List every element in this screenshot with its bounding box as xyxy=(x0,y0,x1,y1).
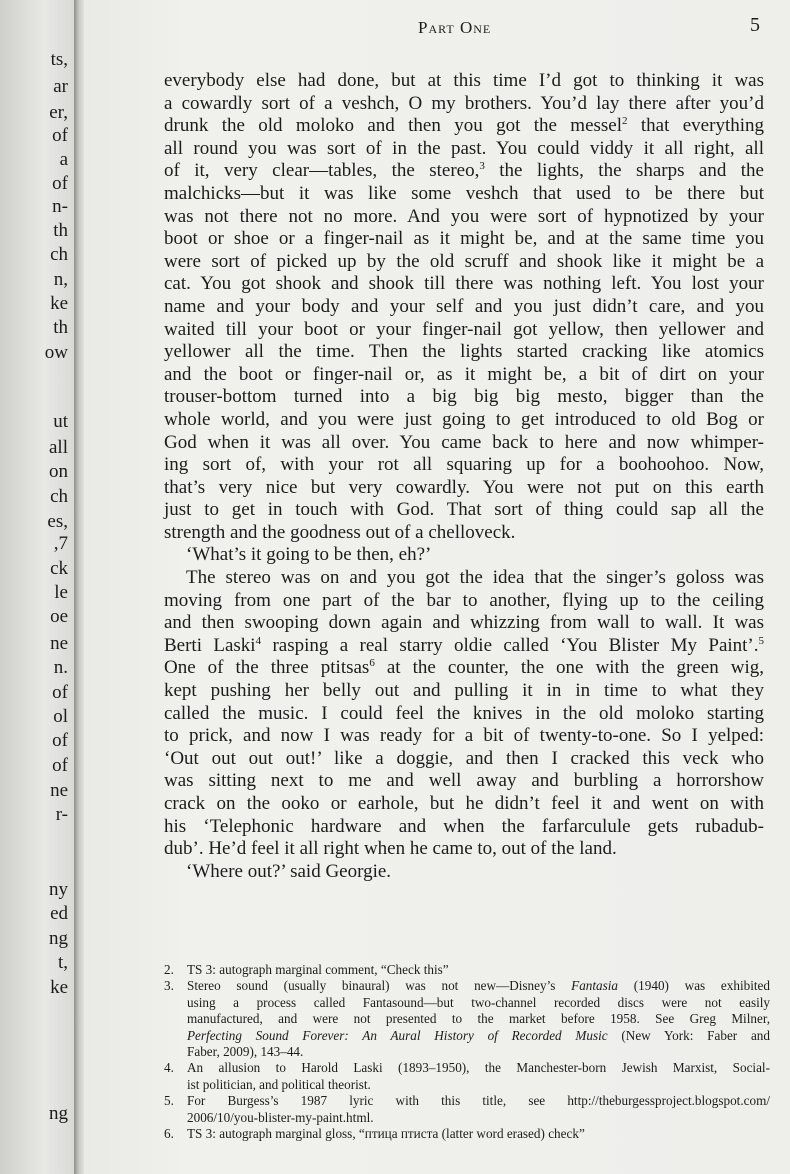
text-line: strength and the goodness out of a chelloveck. xyxy=(164,521,516,543)
text-segment: that everything xyxy=(640,115,764,137)
text-line: boot or shoe or a finger-nail as it might be, and at the same time you xyxy=(164,228,764,250)
facing-page-fragment: ne xyxy=(50,780,68,801)
footnote-number: 4. xyxy=(164,1060,174,1076)
page-number: 5 xyxy=(750,14,760,36)
facing-page-fragment: of xyxy=(52,682,68,703)
facing-page-fragment: ch xyxy=(50,244,68,265)
footnote-line: For Burgess’s 1987 lyric with this title, see http://theburgessproject.blogspot.com/ xyxy=(187,1093,770,1109)
footnote-line xyxy=(187,1028,770,1044)
text-line: that’s very nice but very cowardly. You were not put on this earth xyxy=(164,476,764,498)
text-line: name and your body and your self and you just didn’t care, and you xyxy=(164,295,764,317)
footnote-text: TS 3: autograph marginal gloss, “птица птиста (latter word erased) check” xyxy=(187,1126,585,1142)
text-line: was not there not no more. And you were sort of hypnotized by your xyxy=(164,205,764,227)
text-line xyxy=(164,160,764,183)
facing-page-fragment: ol xyxy=(53,706,68,727)
text-line: malchicks—but it was like some veshch that used to be there but xyxy=(164,182,764,204)
text-line: a cowardly sort of a veshch, O my brothers. You’d lay there after you’d xyxy=(164,92,764,114)
book-title: Perfecting Sound Forever: An Aural History of Recorded Music xyxy=(187,1027,608,1043)
footnote-text: TS 3: autograph marginal comment, “Check this” xyxy=(187,962,449,977)
footnote-line: An allusion to Harold Laski (1893–1950), the Manchester-born Jewish Marxist, Social- xyxy=(187,1060,770,1076)
book-gutter xyxy=(74,0,84,1174)
footnote-4 xyxy=(164,1060,770,1093)
text-segment: the lights, the sharps and the xyxy=(499,160,764,182)
dialogue-line: ‘Where out?’ said Georgie. xyxy=(186,860,392,882)
footnote-ref-5[interactable]: 5 xyxy=(758,634,765,647)
facing-page-fragment: th xyxy=(53,317,68,338)
facing-page-fragment: ke xyxy=(50,977,68,998)
facing-page-fragment: es, xyxy=(47,511,68,532)
facing-page-fragment: ed xyxy=(50,903,68,924)
facing-page-fragment: ar xyxy=(53,76,68,97)
text-line: to prick, and now I was ready for a bit of twenty-to-one. So I yelped: xyxy=(164,725,764,747)
facing-page-fragment: ut xyxy=(53,411,68,432)
body-text xyxy=(164,70,764,883)
facing-page-fragment: ts, xyxy=(50,49,68,70)
facing-page-fragment: all xyxy=(49,437,68,458)
footnote-line: ist politician, and political theorist. xyxy=(187,1076,371,1092)
text-line: moving from one part of the bar to another, flying up to the ceiling xyxy=(164,589,764,611)
text-line: all round you was sort of in the past. You could viddy it all right, all xyxy=(164,137,764,159)
paragraph-1 xyxy=(164,70,764,544)
facing-page-fragment: ng xyxy=(49,1103,68,1124)
text-segment: (1940) was exhibited xyxy=(618,978,770,994)
paragraph-4 xyxy=(164,861,764,884)
text-segment: (New York: Faber and xyxy=(607,1027,770,1043)
text-segment: One of the three ptitsas xyxy=(164,657,370,679)
text-line: The stereo was on and you got the idea that the singer’s goloss was xyxy=(186,567,764,589)
facing-page-fragment: of xyxy=(52,173,68,194)
part-title: Part One xyxy=(418,18,492,37)
text-line: and then swooping down again and whizzing from wall to wall. It was xyxy=(164,612,764,634)
footnote-2 xyxy=(164,962,770,978)
facing-page-fragment: r- xyxy=(55,804,68,825)
text-line xyxy=(164,115,764,138)
text-line: yellower all the time. Then the lights started cracking like atomics xyxy=(164,341,764,363)
facing-page-edge xyxy=(0,0,74,1174)
text-line: everybody else had done, but at this time I’d got to thinking it was xyxy=(164,70,764,91)
facing-page-fragment: ck xyxy=(50,558,68,579)
facing-page-fragment: ng xyxy=(49,928,68,949)
text-segment: Stereo sound (usually binaural) was not new—Disney’s xyxy=(187,978,572,994)
footnote-line: 2006/10/you-blister-my-paint.html. xyxy=(187,1109,374,1125)
footnote-line: Faber, 2009), 143–44. xyxy=(187,1044,304,1060)
facing-page-fragment: of xyxy=(52,730,68,751)
footnote-ref-4[interactable]: 4 xyxy=(255,634,262,647)
facing-page-fragment: t, xyxy=(57,952,68,973)
footnote-line xyxy=(187,978,770,994)
facing-page-fragment: on xyxy=(49,461,68,482)
text-segment: drunk the old moloko and then you got the messel xyxy=(164,115,623,137)
text-line: trouser-bottom turned into a big big big mesto, bigger than the xyxy=(164,386,764,408)
film-title: Fantasia xyxy=(571,978,619,994)
text-segment: rasping a real starry oldie called ‘You Blister My Paint’. xyxy=(272,634,759,656)
facing-page-fragment: n, xyxy=(53,269,68,290)
facing-page-fragment: th xyxy=(53,220,68,241)
facing-page-fragment: of xyxy=(52,125,68,146)
facing-page-fragment: a xyxy=(59,149,68,170)
text-line: was sitting next to me and well away and burbling a horrorshow xyxy=(164,770,764,792)
footnote-3 xyxy=(164,978,770,1060)
running-head xyxy=(84,14,790,42)
footnote-5 xyxy=(164,1093,770,1126)
text-segment: of it, very clear—tables, the stereo, xyxy=(164,160,480,182)
paragraph-2 xyxy=(164,544,764,567)
footnote-ref-2[interactable]: 2 xyxy=(622,115,628,128)
footnote-number: 5. xyxy=(164,1093,174,1109)
text-line xyxy=(164,635,764,658)
book-page xyxy=(84,0,790,1174)
facing-page-fragment: of xyxy=(52,755,68,776)
footnote-number: 6. xyxy=(164,1126,174,1142)
footnote-line: using a process called Fantasound—but two-channel recorded discs were not easily xyxy=(187,994,770,1010)
text-line: dub’. He’d feel it all right when he came to, out of the land. xyxy=(164,838,617,860)
footnote-ref-6[interactable]: 6 xyxy=(369,657,375,670)
facing-page-fragment: ne xyxy=(50,633,68,654)
facing-page-fragment: ow xyxy=(44,342,68,363)
text-line: were sort of picked up by the old scruff and shook like it might be a xyxy=(164,250,764,272)
facing-page-fragment: er, xyxy=(49,102,68,123)
facing-page-fragment: ny xyxy=(49,879,68,900)
facing-page-fragment: n- xyxy=(52,196,68,217)
text-line: called the music. I could feel the knives in the old moloko starting xyxy=(164,702,764,724)
text-line: cat. You got shook and shook till there was nothing left. You lost your xyxy=(164,273,764,295)
text-line: ing sort of, with your rot all squaring up for a boohoohoo. Now, xyxy=(164,454,764,476)
text-line: crack on the ooko or earhole, but he didn’t feel it and went on with xyxy=(164,793,764,814)
text-line: waited till your boot or your finger-nail got yellow, then yellower and xyxy=(164,318,764,340)
facing-page-fragment: ch xyxy=(50,486,68,507)
footnote-line: manufactured, and were not presented to the market before 1958. See Greg Milner, xyxy=(187,1011,770,1027)
text-line: and the boot or finger-nail or, as it might be, a bit of dirt on your xyxy=(164,363,764,385)
text-segment: Berti Laski xyxy=(164,634,256,656)
dialogue-line: ‘What’s it going to be then, eh?’ xyxy=(186,544,432,566)
facing-page-fragment: oe xyxy=(50,606,68,627)
footnotes xyxy=(164,962,770,1142)
text-line: whole world, and you were just going to get introduced to old Bog or xyxy=(164,408,764,430)
facing-page-fragment: n. xyxy=(53,657,68,678)
paragraph-3 xyxy=(164,567,764,861)
text-line: his ‘Telephonic hardware and when the farfarculule gets rubadub- xyxy=(164,815,764,837)
facing-page-fragment: ke xyxy=(50,293,68,314)
text-line: just to get in touch with God. That sort of thing could sap all the xyxy=(164,499,764,521)
text-line: kept pushing her belly out and pulling it in in time to what they xyxy=(164,680,764,702)
text-line: ‘Out out out out!’ like a doggie, and then I cracked this veck who xyxy=(164,747,764,769)
footnote-6 xyxy=(164,1126,770,1142)
text-segment: at the counter, the one with the green wig, xyxy=(386,657,765,679)
facing-page-fragment: ,7 xyxy=(53,533,68,554)
footnote-number: 3. xyxy=(164,978,174,994)
facing-page-fragment: le xyxy=(54,582,68,603)
footnote-ref-3[interactable]: 3 xyxy=(479,160,485,173)
text-line xyxy=(164,657,764,680)
text-line: God when it was all over. You came back to here and now whimper- xyxy=(164,431,764,453)
footnote-number: 2. xyxy=(164,962,174,977)
